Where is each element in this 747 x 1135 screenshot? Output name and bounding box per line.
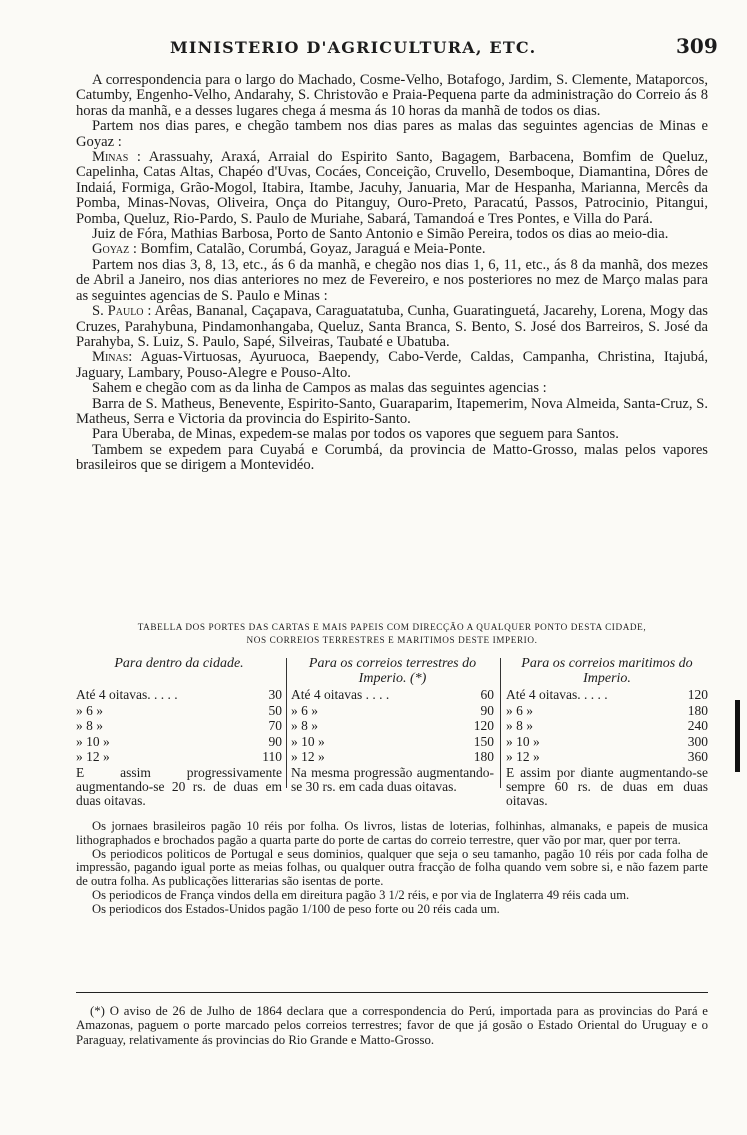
- rate-weight: » 8 »: [76, 718, 103, 734]
- paragraph-text: Bomfim, Catalão, Corumbá, Goyaz, Jaraguá e Meia-Ponte.: [140, 241, 486, 258]
- rate-weight: » 10 »: [291, 733, 325, 749]
- rate-price: 240: [687, 718, 708, 734]
- body-text: [76, 73, 708, 474]
- rate-row: [76, 703, 282, 719]
- paragraph: Juiz de Fóra, Mathias Barbosa, Porto de Santo Antonio e Simão Pereira, todos os dias ao meio-dia.: [92, 226, 669, 243]
- rate-price: 110: [262, 749, 282, 765]
- column-divider: [286, 658, 287, 788]
- periodicals-notes: [76, 820, 708, 917]
- paragraph-label: Minas:: [92, 349, 133, 366]
- rate-row: [506, 749, 708, 765]
- paragraph: Sahem e chegão com as da linha de Campos as malas das seguintes agencias :: [92, 380, 547, 397]
- column-divider: [500, 658, 501, 788]
- footnote: [76, 1004, 708, 1047]
- rate-weight: » 12 »: [291, 749, 325, 765]
- rate-weight: » 6 »: [76, 702, 103, 718]
- rate-weight: » 12 »: [76, 749, 110, 765]
- rate-row: [506, 687, 708, 703]
- rate-column-city: [76, 656, 282, 809]
- paragraph-label: S. Paulo :: [92, 303, 152, 320]
- rate-note: Na mesma progressão augmentando-se 30 rs. em cada duas oitavas.: [291, 764, 494, 795]
- rate-row: [76, 749, 282, 765]
- rate-row: [291, 687, 494, 703]
- paragraph-label: Goyaz :: [92, 241, 137, 258]
- footnote-rule: [76, 992, 708, 993]
- table-caption-line: NOS CORREIOS TERRESTRES E MARITIMOS DESTE IMPERIO.: [246, 634, 538, 645]
- paragraph: [76, 350, 708, 381]
- rate-row: [291, 749, 494, 765]
- paragraph-text: Aguas-Virtuosas, Ayuruoca, Baependy, Cabo-Verde, Caldas, Campanha, Christina, Itajubá, Jaguary, Lambary, Pouso-Alegre e Pouso-Alto.: [76, 349, 709, 381]
- rate-price: 60: [480, 687, 494, 702]
- paragraph: Barra de S. Matheus, Benevente, Espirito-Santo, Guaraparim, Itapemerim, Nova Almeida, Santa-Cruz, S. Matheus, Serra e Victoria da provincia do Espirito-Santo.: [76, 395, 708, 427]
- note-paragraph: Os jornaes brasileiros pagão 10 réis por folha. Os livros, listas de loterias, folhinhas, almanaks, e papeis de musica lithographados e brochados pagão a quarta parte do porte de cartas do correio terrestre, quer vão por mar, quer por terra.: [76, 819, 708, 847]
- paragraph: [76, 242, 708, 257]
- rate-weight: Até 4 oitavas . . . .: [291, 687, 390, 702]
- footnote-text: (*) O aviso de 26 de Julho de 1864 declara que a correspondencia do Perú, importada para as provincias do Pará e Amazonas, paguem o porte marcado pelos correios terrestres; favor de que já gosão o Estado Oriental do Uruguay e o Paraguay, relativamente ás provincias do Rio Grande e Matto-Grosso.: [76, 1004, 708, 1047]
- paragraph: A correspondencia para o largo do Machado, Cosme-Velho, Botafogo, Jardim, S. Clemente, Mataporcos, Catumby, Engenho-Velho, Andarahy, S. Christovão e Praia-Pequena parte da administração do Correio ás 8 horas da manhã, e a desses lugares chega á mesma ás 10 horas da manhã de todos os dias.: [76, 72, 708, 119]
- rate-row: [291, 703, 494, 719]
- page-number: 309: [676, 34, 718, 58]
- rate-weight: » 6 »: [291, 702, 318, 718]
- rate-column-header: Para dentro da cidade.: [114, 656, 244, 671]
- note-paragraph: Os periodicos politicos de Portugal e seus dominios, qualquer que seja o seu tamanho, pagão 10 réis por cada folha de impressão, pagando igual porte as meias folhas, ou qualquer outra fracção de folha quando vem sobre si, e não fazem parte de outra folha. As publicações litterarias são isentas de porte.: [76, 846, 708, 889]
- header-title: MINISTERIO D'AGRICULTURA, ETC.: [170, 38, 537, 57]
- rate-note: E assim por diante augmentando-se sempre 60 rs. de duas em duas oitavas.: [506, 764, 708, 809]
- rate-price: 360: [687, 749, 708, 765]
- rate-weight: » 8 »: [506, 718, 533, 734]
- rate-row: [506, 734, 708, 750]
- paragraph: [76, 304, 708, 350]
- rate-column-header: Para os correios maritimos do Imperio.: [521, 656, 693, 687]
- rate-price: 90: [480, 702, 494, 718]
- rate-row: [76, 687, 282, 703]
- rate-price: 30: [268, 687, 282, 702]
- paragraph: Tambem se expedem para Cuyabá e Corumbá, da provincia de Matto-Grosso, malas pelos vapores brasileiros que se dirigem a Montevidéo.: [76, 441, 708, 474]
- note-paragraph: Os periodicos de França vindos della em direitura pagão 3 1/2 réis, e por via de Inglaterra 49 réis cada um.: [92, 887, 630, 902]
- rate-column-sea: [506, 656, 708, 809]
- rate-price: 120: [687, 687, 708, 702]
- paragraph: [76, 150, 708, 227]
- paragraph-text: Arassuahy, Araxá, Arraial do Espirito Santo, Bagagem, Barbacena, Bomfim de Queluz, Capelinha, Catas Altas, Chapéo d'Uvas, Cocáes, Conceição, Cruvello, Desemboque, Diamantina, Dôres de Indaiá, Formiga, Grão-Mogol, Itabira, Itambe, Jacuhy, Januaria, Mar de Hespanha, Marianna, Mercês da Pomba, Minas-Novas, Oliveira, Onça do Pitanguy, Ouro-Preto, Paracatú, Passos, Patrocinio, Pitangui, Pomba, Queluz, Rio-Pardo, S. Paulo de Muriahe, Sabará, Tamandoá e Tres Pontes, e Villa do Pará.: [76, 149, 708, 227]
- rate-column-header: Para os correios terrestres do Imperio. (*): [308, 656, 477, 687]
- rate-price: 120: [473, 718, 494, 734]
- table-caption: [76, 621, 708, 646]
- rate-weight: » 8 »: [291, 718, 318, 734]
- rate-price: 50: [268, 702, 282, 718]
- paragraph: Partem nos dias pares, e chegão tambem nos dias pares as malas das seguintes agencias de Minas e Goyaz :: [76, 118, 708, 150]
- paragraph: Partem nos dias 3, 8, 13, etc., ás 6 da manhã, e chegão nos dias 1, 6, 11, etc., ás 8 da manhã, dos mezes de Abril a Janeiro, nos dias anteriores no mez de Fevereiro, e nos posteriores no mez de Março malas para as seguintes agencias de S. Paulo e Minas :: [76, 256, 708, 304]
- note-paragraph: Os periodicos dos Estados-Unidos pagão 1/100 de peso forte ou 20 réis cada um.: [92, 901, 500, 916]
- rate-weight: » 10 »: [76, 733, 110, 749]
- rate-weight: » 12 »: [506, 749, 540, 765]
- paragraph: Para Uberaba, de Minas, expedem-se malas por todos os vapores que seguem para Santos.: [92, 426, 619, 443]
- rate-weight: » 6 »: [506, 702, 533, 718]
- rate-row: [76, 734, 282, 750]
- rate-price: 90: [268, 733, 282, 749]
- rate-weight: Até 4 oitavas. . . . .: [506, 687, 608, 702]
- table-caption-line: TABELLA DOS PORTES DAS CARTAS E MAIS PAPEIS COM DIRECÇÃO A QUALQUER PONTO DESTA CIDADE,: [137, 622, 647, 632]
- rate-price: 180: [473, 749, 494, 765]
- rate-price: 300: [687, 733, 708, 749]
- rate-price: 70: [268, 718, 282, 734]
- binding-edge-mark: [735, 700, 740, 772]
- paragraph-label: Minas :: [92, 149, 141, 166]
- rate-row: [506, 703, 708, 719]
- rate-row: [76, 718, 282, 734]
- rate-price: 180: [687, 702, 708, 718]
- rate-note: E assim progressivamente augmentando-se 20 rs. de duas em duas oitavas.: [76, 764, 282, 809]
- rate-row: [291, 718, 494, 734]
- rate-price: 150: [473, 733, 494, 749]
- rate-row: [291, 734, 494, 750]
- rate-weight: Até 4 oitavas. . . . .: [76, 687, 178, 702]
- rate-weight: » 10 »: [506, 733, 540, 749]
- paragraph-text: Arêas, Bananal, Caçapava, Caraguatatuba, Cunha, Guaratinguetá, Jacarehy, Lorena, Mogy das Cruzes, Parahybuna, Pindamonhangaba, Queluz, Santa Branca, S. Bento, S. José dos Barreiros, S. José da Parahyba, S. Luiz, S. Paulo, Sapé, Silveiras, Taubaté e Ubatuba.: [76, 303, 708, 350]
- rate-column-land: [291, 656, 494, 794]
- postage-rate-table: [76, 656, 708, 809]
- rate-row: [506, 718, 708, 734]
- running-header: [0, 30, 747, 70]
